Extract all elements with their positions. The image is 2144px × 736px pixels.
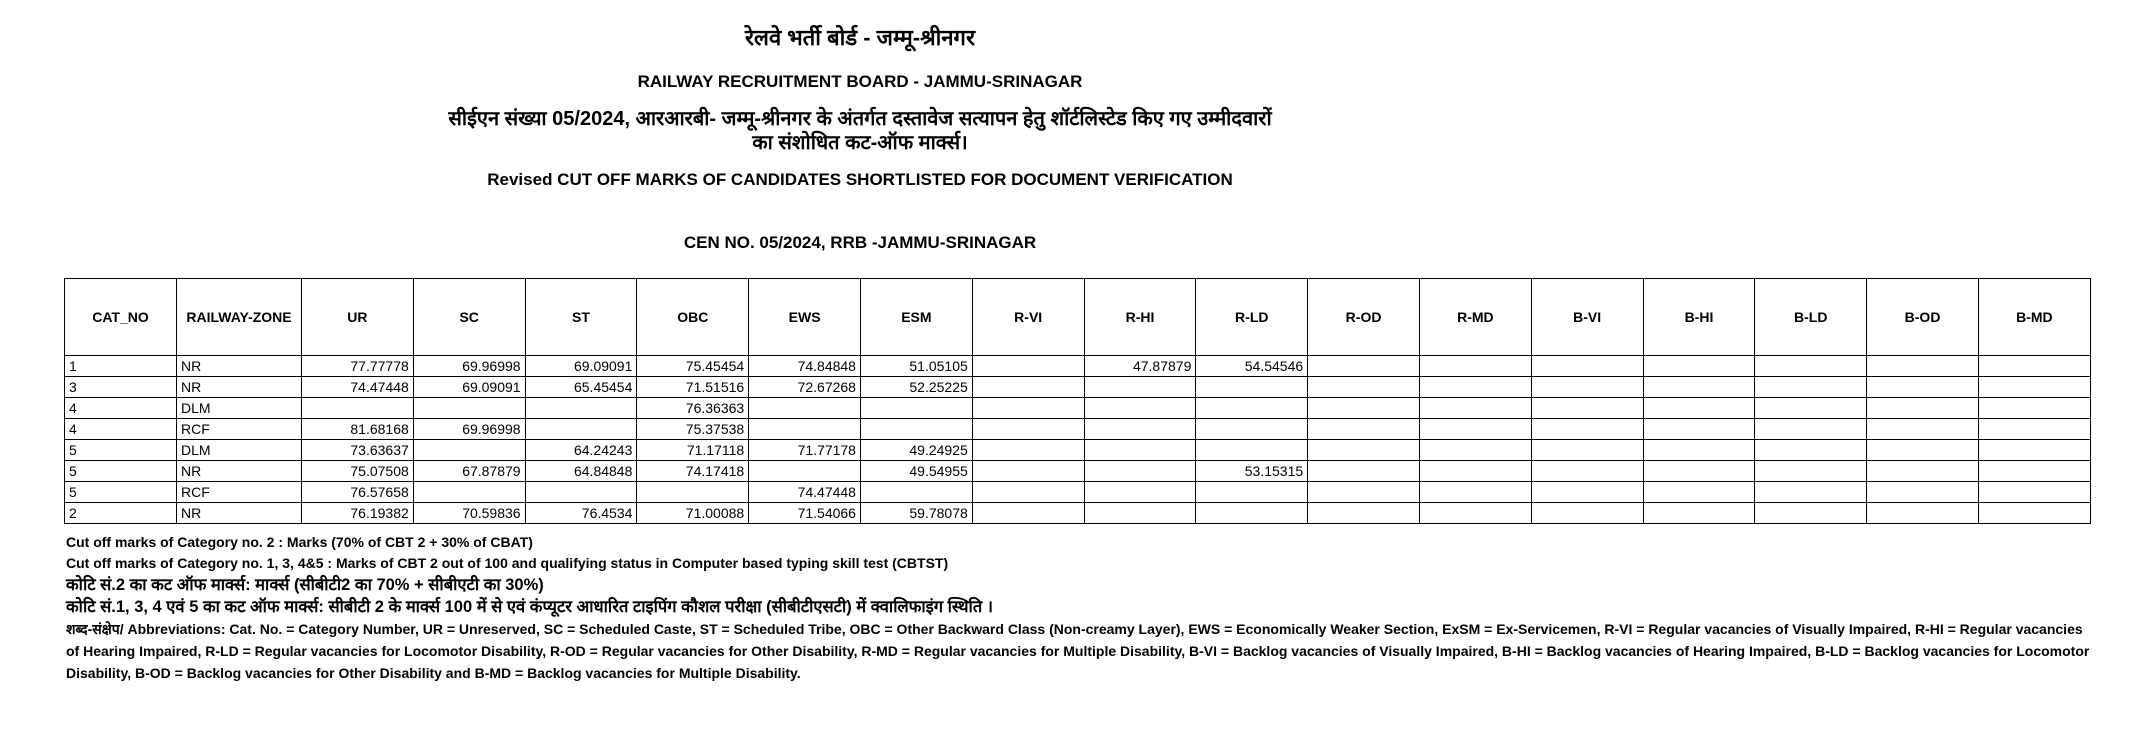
table-cell-b-hi (1643, 419, 1755, 440)
table-cell-b-ld (1755, 398, 1867, 419)
table-row (65, 461, 2091, 482)
table-cell-cat_no: 5 (65, 440, 177, 461)
table-cell-ur: 81.68168 (302, 419, 414, 440)
table-cell-b-hi (1643, 356, 1755, 377)
cutoff-table (64, 278, 2091, 524)
table-body (65, 356, 2091, 524)
table-cell-railway-zone: RCF (177, 419, 302, 440)
table-cell-r-md (1419, 461, 1531, 482)
table-cell-b-hi (1643, 398, 1755, 419)
table-cell-obc: 71.51516 (637, 377, 749, 398)
table-cell-st: 65.45454 (525, 377, 637, 398)
table-cell-cat_no: 2 (65, 503, 177, 524)
table-cell-r-md (1419, 398, 1531, 419)
table-cell-cat_no: 4 (65, 398, 177, 419)
table-cell-b-md (1978, 482, 2090, 503)
table-row (65, 503, 2091, 524)
table-cell-r-ld (1196, 482, 1308, 503)
table-cell-obc: 71.00088 (637, 503, 749, 524)
column-header-r-od: R-OD (1308, 279, 1420, 356)
column-header-esm: ESM (860, 279, 972, 356)
table-cell-ews: 71.54066 (749, 503, 861, 524)
column-header-b-od: B-OD (1867, 279, 1979, 356)
table-cell-r-ld (1196, 398, 1308, 419)
table-cell-b-od (1867, 503, 1979, 524)
table-cell-ews (749, 461, 861, 482)
table-cell-obc: 74.17418 (637, 461, 749, 482)
table-cell-b-md (1978, 419, 2090, 440)
note-category2-english: Cut off marks of Category no. 2 : Marks (70% of CBT 2 + 30% of CBAT) (66, 534, 533, 550)
table-cell-r-hi (1084, 461, 1196, 482)
column-header-b-vi: B-VI (1531, 279, 1643, 356)
table-cell-cat_no: 3 (65, 377, 177, 398)
table-cell-ur (302, 398, 414, 419)
table-cell-ews: 72.67268 (749, 377, 861, 398)
table-cell-obc (637, 482, 749, 503)
table-cell-ews: 74.84848 (749, 356, 861, 377)
table-cell-r-vi (972, 377, 1084, 398)
abbreviations-text: शब्द-संक्षेप/ Abbreviations: Cat. No. = Category Number, UR = Unreserved, SC = Scheduled Caste, ST = Scheduled Tribe, OBC = Other Backward Class (Non-creamy Layer), EWS = Economically Weaker Section, ExSM = Ex-Servicemen, R-VI = Regular vacancies of Visually Impaired, R-HI = Regular vacancies of Hearing Impaired, R-LD = Regular vacancies for Locomotor Disability, R-OD = Regular vacancies for Other Disability, R-MD = Regular vacancies for Multiple Disability, B-VI = Backlog vacancies of Visually Impaired, B-HI = Backlog vacancies of Hearing Impaired, B-LD = Backlog vacancies for Locomotor Disability, B-OD = Backlog vacancies for Other Disability and B-MD = Backlog vacancies for Multiple Disability. (66, 621, 2090, 681)
table-cell-r-od (1308, 377, 1420, 398)
table-cell-sc: 69.96998 (413, 356, 525, 377)
table-cell-b-md (1978, 440, 2090, 461)
table-cell-b-vi (1531, 440, 1643, 461)
table-cell-st (525, 398, 637, 419)
table-cell-b-md (1978, 503, 2090, 524)
table-cell-esm: 52.25225 (860, 377, 972, 398)
hindi-title: रेलवे भर्ती बोर्ड - जम्मू-श्रीनगर (745, 25, 975, 50)
table-cell-b-ld (1755, 503, 1867, 524)
table-row (65, 398, 2091, 419)
table-cell-b-vi (1531, 377, 1643, 398)
table-cell-st: 64.84848 (525, 461, 637, 482)
table-cell-b-ld (1755, 419, 1867, 440)
table-cell-railway-zone: DLM (177, 398, 302, 419)
table-cell-b-md (1978, 356, 2090, 377)
table-cell-r-hi (1084, 419, 1196, 440)
table-cell-b-hi (1643, 482, 1755, 503)
table-cell-esm (860, 482, 972, 503)
note-category2-hindi: कोटि सं.2 का कट ऑफ मार्क्स: मार्क्स (सीबीटी2 का 70% + सीबीएटी का 30%) (66, 576, 544, 594)
table-cell-esm (860, 398, 972, 419)
table-cell-obc: 76.36363 (637, 398, 749, 419)
table-cell-b-ld (1755, 356, 1867, 377)
table-cell-ews: 71.77178 (749, 440, 861, 461)
table-cell-r-ld: 53.15315 (1196, 461, 1308, 482)
table-cell-sc (413, 440, 525, 461)
table-cell-railway-zone: RCF (177, 482, 302, 503)
column-header-railway-zone: RAILWAY-ZONE (177, 279, 302, 356)
table-cell-b-ld (1755, 461, 1867, 482)
table-cell-esm: 59.78078 (860, 503, 972, 524)
column-header-r-hi: R-HI (1084, 279, 1196, 356)
table-cell-st: 69.09091 (525, 356, 637, 377)
table-cell-r-hi (1084, 398, 1196, 419)
table-cell-railway-zone: DLM (177, 440, 302, 461)
column-header-ews: EWS (749, 279, 861, 356)
column-header-b-hi: B-HI (1643, 279, 1755, 356)
table-cell-ur: 75.07508 (302, 461, 414, 482)
column-header-b-md: B-MD (1978, 279, 2090, 356)
table-cell-r-hi (1084, 440, 1196, 461)
table-cell-r-md (1419, 482, 1531, 503)
table-cell-b-vi (1531, 356, 1643, 377)
table-cell-b-od (1867, 440, 1979, 461)
column-header-b-ld: B-LD (1755, 279, 1867, 356)
table-cell-b-ld (1755, 377, 1867, 398)
table-cell-r-od (1308, 440, 1420, 461)
table-cell-r-ld (1196, 377, 1308, 398)
table-cell-b-od (1867, 419, 1979, 440)
table-cell-r-hi (1084, 482, 1196, 503)
table-cell-b-hi (1643, 377, 1755, 398)
table-cell-cat_no: 4 (65, 419, 177, 440)
table-cell-obc: 75.37538 (637, 419, 749, 440)
table-cell-b-od (1867, 482, 1979, 503)
table-cell-b-md (1978, 461, 2090, 482)
table-row (65, 440, 2091, 461)
table-cell-r-od (1308, 461, 1420, 482)
column-header-sc: SC (413, 279, 525, 356)
table-cell-railway-zone: NR (177, 461, 302, 482)
table-cell-r-od (1308, 419, 1420, 440)
table-cell-ur: 76.57658 (302, 482, 414, 503)
table-row (65, 377, 2091, 398)
table-cell-b-md (1978, 377, 2090, 398)
table-cell-b-vi (1531, 461, 1643, 482)
table-cell-r-od (1308, 398, 1420, 419)
table-cell-b-od (1867, 356, 1979, 377)
table-cell-r-vi (972, 503, 1084, 524)
hindi-subtitle-line1: सीईएन संख्या 05/2024, आरआरबी- जम्मू-श्रीनगर के अंतर्गत दस्तावेज सत्यापन हेतु शॉर्टलिस्टेड किए गए उम्मीदवारों (448, 108, 1272, 130)
table-cell-ur: 77.77778 (302, 356, 414, 377)
table-cell-ews: 74.47448 (749, 482, 861, 503)
table-cell-r-ld: 54.54546 (1196, 356, 1308, 377)
table-cell-esm: 49.24925 (860, 440, 972, 461)
column-header-st: ST (525, 279, 637, 356)
table-cell-ews (749, 419, 861, 440)
table-cell-b-vi (1531, 419, 1643, 440)
column-header-ur: UR (302, 279, 414, 356)
table-cell-b-hi (1643, 503, 1755, 524)
table-cell-r-md (1419, 377, 1531, 398)
table-cell-r-vi (972, 356, 1084, 377)
revised-title: Revised CUT OFF MARKS OF CANDIDATES SHORTLISTED FOR DOCUMENT VERIFICATION (487, 170, 1233, 189)
table-cell-b-md (1978, 398, 2090, 419)
column-header-r-vi: R-VI (972, 279, 1084, 356)
table-cell-ur: 76.19382 (302, 503, 414, 524)
table-row (65, 482, 2091, 503)
table-cell-b-vi (1531, 482, 1643, 503)
table-cell-st (525, 482, 637, 503)
note-category1345-hindi: कोटि सं.1, 3, 4 एवं 5 का कट ऑफ मार्क्स: सीबीटी 2 के मार्क्स 100 में से एवं कंप्यूटर आधारित टाइपिंग कौशल परीक्षा (सीबीटीएसटी) में क्वालिफाइंग स्थिति । (66, 598, 994, 616)
table-cell-st (525, 419, 637, 440)
table-cell-sc: 67.87879 (413, 461, 525, 482)
table-cell-r-od (1308, 503, 1420, 524)
table-cell-r-vi (972, 461, 1084, 482)
table-cell-b-hi (1643, 461, 1755, 482)
table-cell-esm (860, 419, 972, 440)
table-cell-sc: 69.09091 (413, 377, 525, 398)
table-cell-r-hi (1084, 503, 1196, 524)
table-cell-sc: 70.59836 (413, 503, 525, 524)
table-row (65, 356, 2091, 377)
table-cell-r-md (1419, 440, 1531, 461)
table-cell-r-ld (1196, 440, 1308, 461)
table-cell-st: 64.24243 (525, 440, 637, 461)
table-cell-railway-zone: NR (177, 377, 302, 398)
table-cell-r-vi (972, 482, 1084, 503)
table-cell-sc (413, 482, 525, 503)
table-cell-r-ld (1196, 419, 1308, 440)
table-cell-r-md (1419, 419, 1531, 440)
table-cell-b-hi (1643, 440, 1755, 461)
table-cell-esm: 51.05105 (860, 356, 972, 377)
table-cell-obc: 75.45454 (637, 356, 749, 377)
table-cell-ur: 73.63637 (302, 440, 414, 461)
table-cell-r-od (1308, 356, 1420, 377)
table-cell-sc (413, 398, 525, 419)
table-cell-r-vi (972, 419, 1084, 440)
table-cell-sc: 69.96998 (413, 419, 525, 440)
notes-section (66, 532, 2090, 684)
table-cell-r-hi: 47.87879 (1084, 356, 1196, 377)
cen-title: CEN NO. 05/2024, RRB -JAMMU-SRINAGAR (683, 233, 1037, 252)
table-cell-ur: 74.47448 (302, 377, 414, 398)
table-cell-b-od (1867, 461, 1979, 482)
column-header-cat_no: CAT_NO (65, 279, 177, 356)
english-title: RAILWAY RECRUITMENT BOARD - JAMMU-SRINAGAR (637, 72, 1083, 91)
table-cell-r-od (1308, 482, 1420, 503)
table-cell-railway-zone: NR (177, 356, 302, 377)
table-cell-r-vi (972, 440, 1084, 461)
column-header-obc: OBC (637, 279, 749, 356)
table-cell-railway-zone: NR (177, 503, 302, 524)
table-header-row (65, 279, 2091, 356)
table-cell-cat_no: 5 (65, 461, 177, 482)
table-cell-b-od (1867, 398, 1979, 419)
table-cell-r-md (1419, 356, 1531, 377)
table-row (65, 419, 2091, 440)
table-cell-b-vi (1531, 503, 1643, 524)
column-header-r-md: R-MD (1419, 279, 1531, 356)
table-cell-b-vi (1531, 398, 1643, 419)
table-cell-b-od (1867, 377, 1979, 398)
hindi-subtitle-line2: का संशोधित कट-ऑफ मार्क्स। (752, 132, 968, 154)
table-cell-b-ld (1755, 482, 1867, 503)
table-cell-r-vi (972, 398, 1084, 419)
table-cell-esm: 49.54955 (860, 461, 972, 482)
table-cell-st: 76.4534 (525, 503, 637, 524)
table-cell-r-md (1419, 503, 1531, 524)
column-header-r-ld: R-LD (1196, 279, 1308, 356)
table-cell-r-ld (1196, 503, 1308, 524)
table-cell-cat_no: 1 (65, 356, 177, 377)
table-cell-ews (749, 398, 861, 419)
table-cell-obc: 71.17118 (637, 440, 749, 461)
table-cell-cat_no: 5 (65, 482, 177, 503)
table-cell-r-hi (1084, 377, 1196, 398)
note-category1345-english: Cut off marks of Category no. 1, 3, 4&5 : Marks of CBT 2 out of 100 and qualifying status in Computer based typing skill test (CBTST) (66, 555, 949, 571)
table-cell-b-ld (1755, 440, 1867, 461)
